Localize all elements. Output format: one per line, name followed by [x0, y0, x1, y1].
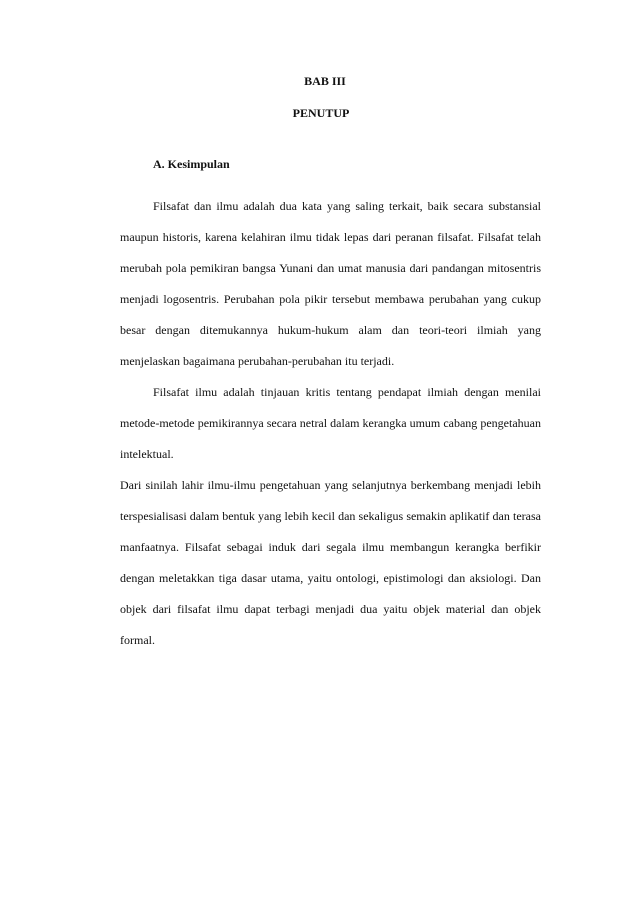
paragraph: Filsafat dan ilmu adalah dua kata yang saling terkait, baik secara substansial maupun historis, karena kelahiran ilmu tidak lepas dari peranan filsafat. Filsafat telah merubah pola pemikiran bangsa Yunani dan umat manusia dari pandangan mitosentris menjadi logosentris. Perubahan pola pikir tersebut membawa perubahan yang cukup besar dengan ditemukannya hukum-hukum alam dan teori-teori ilmiah yang menjelaskan bagaimana perubahan-perubahan itu terjadi. [120, 199, 541, 368]
section-heading: A. Kesimpulan [153, 157, 230, 171]
document-body [120, 191, 541, 656]
chapter-title: BAB III [304, 74, 346, 88]
paragraph: Filsafat ilmu adalah tinjauan kritis tentang pendapat ilmiah dengan menilai metode-metode pemikirannya secara netral dalam kerangka umum cabang pengetahuan intelektual. [120, 385, 541, 461]
paragraph: Dari sinilah lahir ilmu-ilmu pengetahuan yang selanjutnya berkembang menjadi lebih terspesialisasi dalam bentuk yang lebih kecil dan sekaligus semakin aplikatif dan terasa manfaatnya. Filsafat sebagai induk dari segala ilmu membangun kerangka berfikir dengan meletakkan tiga dasar utama, yaitu ontologi, epistimologi dan aksiologi. Dan objek dari filsafat ilmu dapat terbagi menjadi dua yaitu objek material dan objek formal. [120, 478, 541, 647]
chapter-subtitle: PENUTUP [292, 106, 350, 120]
